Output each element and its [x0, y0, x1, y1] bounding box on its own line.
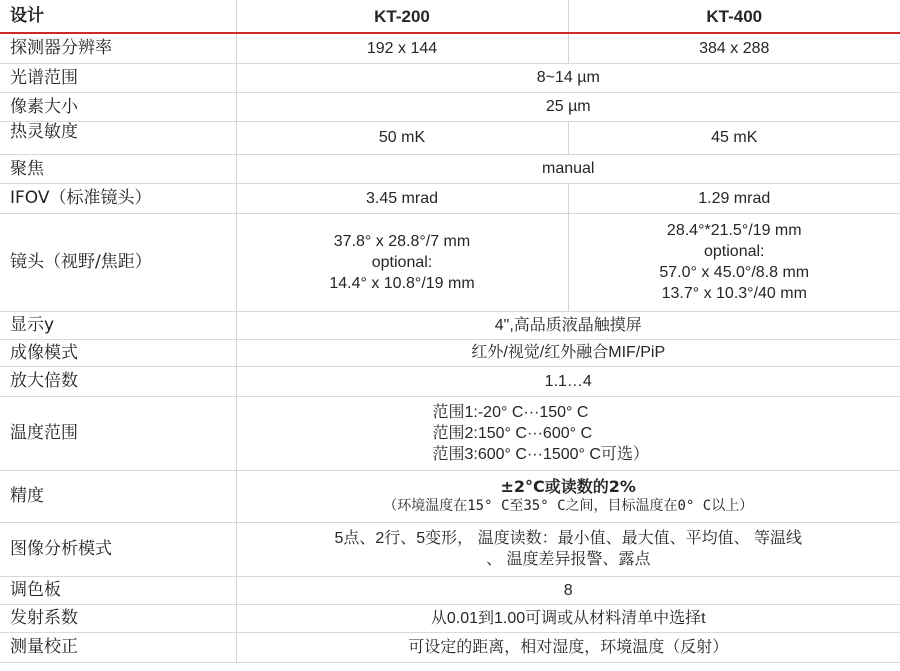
accuracy-value: [236, 470, 900, 522]
table-row: [0, 339, 900, 366]
display-value: 4",高品质液晶触摸屏: [236, 311, 900, 339]
row-label-spectral: 光谱范围: [0, 63, 236, 92]
row-label-thermal: 热灵敏度: [0, 121, 236, 154]
table-row: [0, 92, 900, 121]
resolution-a: 192 x 144: [236, 33, 568, 63]
focus-value: manual: [236, 154, 900, 183]
row-label-lens: 镜头（视野/焦距）: [0, 213, 236, 311]
thermal-b: 45 mK: [568, 121, 900, 154]
table-row: [0, 396, 900, 470]
row-label-ifov: IFOV（标准镜头）: [0, 183, 236, 213]
table-header-row: [0, 0, 900, 33]
lens-a-line: 37.8° x 28.8°/7 mm: [333, 232, 471, 250]
calibration-value: 可设定的距离，相对湿度，环境温度（反射）: [236, 632, 900, 662]
lens-b-line: 57.0° x 45.0°/8.8 mm: [659, 264, 810, 281]
table-row: [0, 522, 900, 576]
lens-b-line: 13.7° x 10.3°/40 mm: [661, 285, 807, 302]
lens-b: [568, 213, 900, 311]
lens-a-line: optional:: [371, 253, 433, 271]
row-label-emissivity: 发射系数: [0, 604, 236, 632]
table-row: [0, 63, 900, 92]
zoom-value: 1.1…4: [236, 366, 900, 396]
table-row: [0, 604, 900, 632]
table-row: [0, 366, 900, 396]
row-label-accuracy: 精度: [0, 470, 236, 522]
ifov-a: 3.45 mrad: [236, 183, 568, 213]
table-row: [0, 213, 900, 311]
accuracy-line: ±2°C或读数的2%: [500, 477, 636, 496]
temp-range-value: [236, 396, 900, 470]
palette-value: 8: [236, 576, 900, 604]
table-row: [0, 154, 900, 183]
pixel-value: 25 µm: [236, 92, 900, 121]
temp-range-line: 范围2:150° C···600° C: [432, 424, 593, 442]
table-row: [0, 33, 900, 63]
row-label-analysis: 图像分析模式: [0, 522, 236, 576]
table-row: [0, 470, 900, 522]
row-label-resolution: 探测器分辨率: [0, 33, 236, 63]
table-row: [0, 576, 900, 604]
row-label-imaging-mode: 成像模式: [0, 339, 236, 366]
emissivity-value: 从0.01到1.00可调或从材料清单中选择t: [236, 604, 900, 632]
temp-range-line: 范围3:600° C···1500° C可选）: [432, 445, 649, 463]
thermal-a: 50 mK: [236, 121, 568, 154]
lens-a-line: 14.4° x 10.8°/19 mm: [329, 274, 475, 292]
accuracy-line: （环境温度在15° C至35° C之间，目标温度在0° C以上）: [383, 498, 754, 514]
row-label-pixel: 像素大小: [0, 92, 236, 121]
table-row: [0, 183, 900, 213]
row-label-temp-range: 温度范围: [0, 396, 236, 470]
ifov-b: 1.29 mrad: [568, 183, 900, 213]
header-model-a: KT-200: [236, 0, 568, 33]
table-row: [0, 311, 900, 339]
header-label: 设计: [0, 0, 236, 33]
row-label-display: 显示y: [0, 311, 236, 339]
row-label-focus: 聚焦: [0, 154, 236, 183]
spectral-value: 8~14 µm: [236, 63, 900, 92]
resolution-b: 384 x 288: [568, 33, 900, 63]
header-model-b: KT-400: [568, 0, 900, 33]
analysis-line: 、 温度差异报警、露点: [486, 551, 651, 568]
lens-b-line: optional:: [704, 243, 765, 260]
row-label-palette: 调色板: [0, 576, 236, 604]
row-label-zoom: 放大倍数: [0, 366, 236, 396]
table-row: [0, 121, 900, 154]
lens-b-line: 28.4°*21.5°/19 mm: [666, 222, 802, 239]
temp-range-line: 范围1:-20° C···150° C: [432, 403, 589, 421]
analysis-line: 5点、2行、5变形， 温度读数：最小值、最大值、平均值、 等温线: [334, 530, 803, 547]
row-label-calibration: 测量校正: [0, 632, 236, 662]
analysis-value: [236, 522, 900, 576]
lens-a: [236, 213, 568, 311]
table-row: [0, 632, 900, 662]
imaging-mode-value: 红外/视觉/红外融合MIF/PiP: [236, 339, 900, 366]
